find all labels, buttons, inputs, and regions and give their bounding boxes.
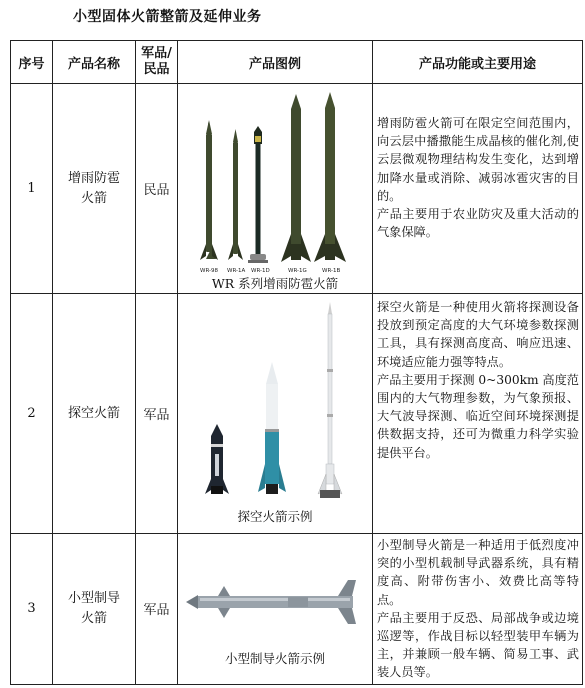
rocket-small-dark	[205, 424, 229, 494]
rocket-teal	[258, 362, 286, 494]
rocket-wr98	[200, 120, 218, 260]
rocket-label: WR-1B	[322, 268, 341, 274]
row-name: 探空火箭	[53, 294, 136, 534]
table-row	[11, 294, 583, 534]
row-name-line1: 小型制导	[67, 590, 120, 606]
header-name: 产品名称	[53, 41, 136, 84]
table-row	[11, 84, 583, 294]
desc-paragraph: 小型制导火箭是一种适用于低烈度冲突的小型机载制导武器系统，具有精度高、附带伤害小、效费比高等特点。	[377, 538, 579, 607]
rocket-wr1d	[248, 126, 268, 263]
row-image-cell	[178, 84, 373, 294]
sounding-rocket-illustration	[178, 294, 373, 534]
page-title: 小型固体火箭整箭及延伸业务	[73, 9, 262, 25]
row-desc	[373, 84, 583, 294]
row-no: 1	[11, 84, 53, 294]
table-header-row	[11, 41, 583, 84]
header-type-line2: 民品	[143, 62, 170, 77]
product-table	[10, 40, 583, 685]
row-image-cell	[178, 534, 373, 685]
rocket-wr1a	[228, 129, 243, 260]
desc-paragraph: 增雨防雹火箭可在限定空间范围内，向云层中播撒能生成晶核的催化剂,使云层微观物理结构发生变化，达到增加降水量或消除、减弱冰雹灾害的目的。	[377, 116, 579, 203]
row-no: 2	[11, 294, 53, 534]
header-image: 产品图例	[178, 41, 373, 84]
desc-paragraph: 探空火箭是一种使用火箭将探测设备投放到预定高度的大气环境参数探测工具，具有探测高度高、响应迅速、环境适应能力强等特点。	[377, 300, 579, 369]
missile-side-view	[186, 580, 356, 624]
row-desc	[373, 534, 583, 685]
image-caption: 小型制导火箭示例	[224, 651, 325, 666]
row-name-line2: 火箭	[80, 190, 107, 206]
rocket-label: WR-98	[200, 268, 219, 274]
rocket-wr1g	[281, 94, 311, 262]
row-type: 民品	[136, 84, 178, 294]
rocket-label: WR-1A	[227, 268, 246, 274]
row-name	[53, 534, 136, 685]
rocket-tall-white	[318, 302, 342, 498]
rocket-label: WR-1G	[288, 268, 307, 274]
rocket-label: WR-1D	[251, 268, 270, 274]
row-name	[53, 84, 136, 294]
row-name-line1: 增雨防雹	[67, 170, 120, 186]
rain-rocket-illustration	[178, 84, 373, 294]
row-image-cell	[178, 294, 373, 534]
header-type	[136, 41, 178, 84]
header-desc: 产品功能或主要用途	[373, 41, 583, 84]
desc-paragraph: 产品主要用于探测 0~300km 高度范围内的大气物理参数，为气象预报、大气波导探测、临近空间环境探测提供数据支持，还可为微重力科学实验提供平台。	[377, 372, 579, 460]
image-caption: 探空火箭示例	[237, 509, 313, 524]
header-no: 序号	[11, 41, 53, 84]
row-name-line2: 火箭	[80, 610, 107, 626]
rocket-wr1b	[314, 92, 346, 262]
row-no: 3	[11, 534, 53, 685]
row-type: 军品	[136, 534, 178, 685]
row-type: 军品	[136, 294, 178, 534]
header-type-line1: 军品/	[141, 46, 172, 61]
row-desc	[373, 294, 583, 534]
image-caption: WR 系列增雨防雹火箭	[211, 276, 339, 291]
table-row	[11, 534, 583, 685]
desc-paragraph: 产品主要用于反恐、局部战争或边境巡逻等，作战目标以轻型装甲车辆为主，并兼顾一般车辆、简易工事、武装人员等。	[377, 610, 579, 680]
desc-paragraph: 产品主要用于农业防灾及重大活动的气象保障。	[377, 207, 579, 240]
